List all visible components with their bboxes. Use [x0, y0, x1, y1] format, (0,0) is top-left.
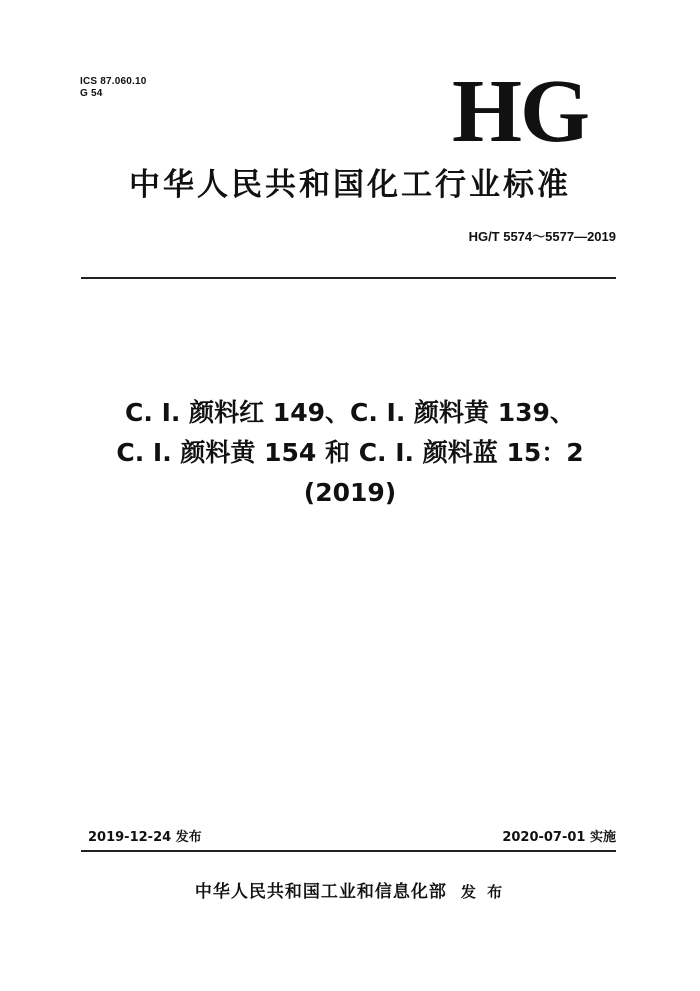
header-divider — [81, 277, 616, 279]
publisher-name: 中华人民共和国工业和信息化部 — [194, 882, 447, 902]
publish-label: 发 布 — [460, 883, 506, 901]
document-title-line-1: C. I. 颜料红 149、C. I. 颜料黄 139、 — [125, 398, 575, 427]
footer-divider — [81, 850, 616, 852]
publisher-line — [100, 880, 600, 904]
document-title — [60, 393, 640, 513]
classification-codes — [80, 76, 147, 100]
issue-date: 2019-12-24 发布 — [88, 830, 202, 845]
document-title-line-2: C. I. 颜料黄 154 和 C. I. 颜料蓝 15：2 — [116, 438, 584, 467]
document-title-line-3: (2019) — [303, 478, 397, 507]
effective-date: 2020-07-01 实施 — [502, 830, 616, 845]
standard-category-title: 中华人民共和国化工行业标准 — [129, 167, 571, 203]
standard-number: HG/T 5574～5577—2019 — [468, 229, 616, 244]
ccs-code: G 54 — [80, 88, 103, 99]
hg-logo: HG — [452, 62, 589, 161]
ics-code: ICS 87.060.10 — [80, 76, 147, 87]
